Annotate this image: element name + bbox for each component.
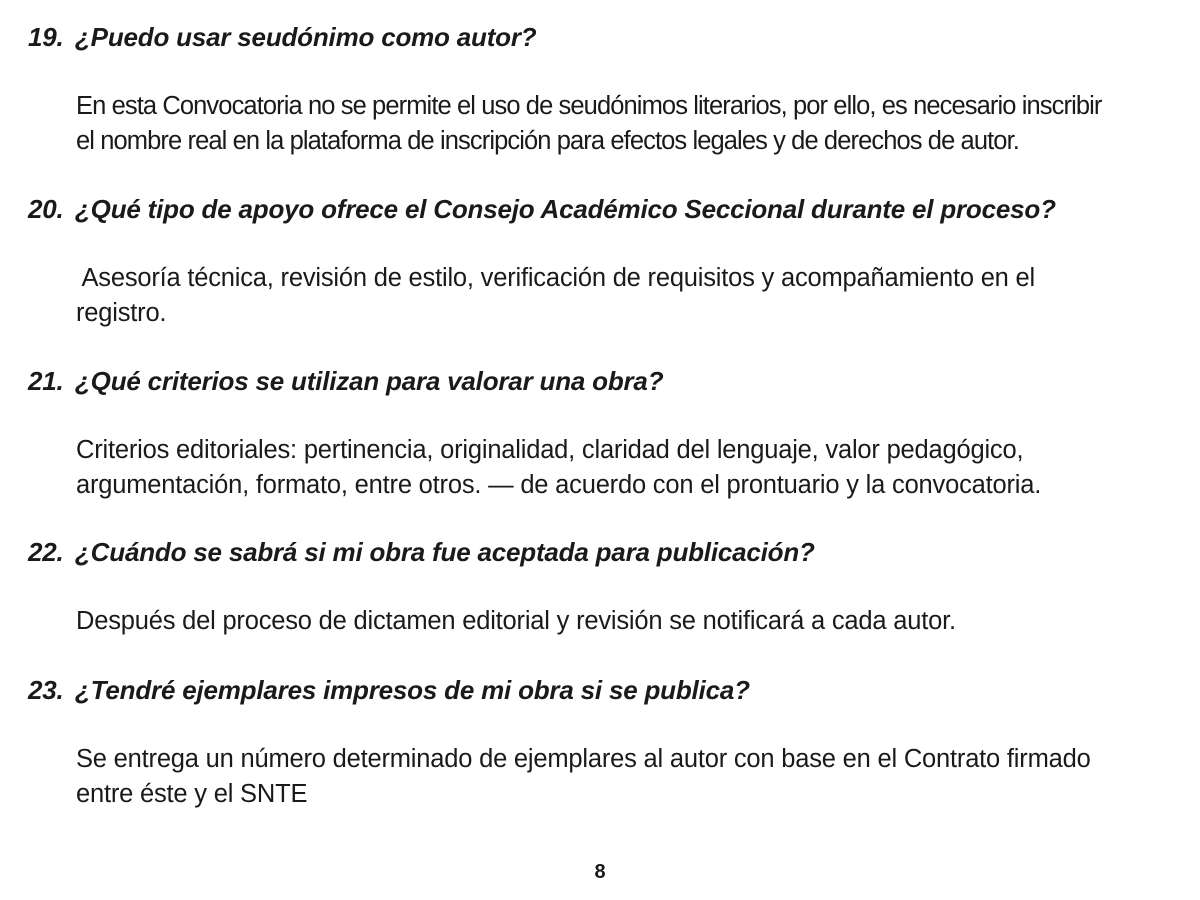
answer-line: argumentación, formato, entre otros. — de acuerdo con el prontuario y la convocatoria. [76,471,1042,499]
faq-question [28,194,1056,225]
answer-line: En esta Convocatoria no se permite el uso de seudónimos literarios, por ello, es necesario inscribir [76,92,1102,120]
answer-line: Después del proceso de dictamen editorial y revisión se notificará a cada autor. [76,607,956,635]
answer-line: registro. [76,299,167,327]
answer-line: Asesoría técnica, revisión de estilo, verificación de requisitos y acompañamiento en el [76,264,1035,292]
question-number: 20. [28,194,64,224]
question-text: ¿Qué criterios se utilizan para valorar una obra? [75,366,664,396]
faq-answer [76,604,1176,639]
page-number: 8 [594,861,606,883]
answer-line: entre éste y el SNTE [76,780,308,808]
faq-question [28,22,536,53]
faq-answer [76,89,1176,159]
question-number: 19. [28,22,64,52]
question-text: ¿Puedo usar seudónimo como autor? [75,22,537,52]
faq-answer [76,433,1176,503]
question-text: ¿Tendré ejemplares impresos de mi obra si se publica? [75,675,750,705]
answer-line: Criterios editoriales: pertinencia, originalidad, claridad del lenguaje, valor pedagógico, [76,436,1024,464]
answer-line: el nombre real en la plataforma de inscripción para efectos legales y de derechos de autor. [76,127,1019,155]
question-number: 23. [28,675,64,705]
faq-question [28,537,815,568]
faq-answer [76,261,1176,331]
question-text: ¿Cuándo se sabrá si mi obra fue aceptada para publicación? [75,537,815,567]
faq-question [28,675,750,706]
answer-line: Se entrega un número determinado de ejemplares al autor con base en el Contrato firmado [76,745,1091,773]
question-text: ¿Qué tipo de apoyo ofrece el Consejo Académico Seccional durante el proceso? [75,194,1056,224]
question-number: 21. [28,366,64,396]
question-number: 22. [28,537,64,567]
faq-answer [76,742,1176,812]
faq-question [28,366,663,397]
